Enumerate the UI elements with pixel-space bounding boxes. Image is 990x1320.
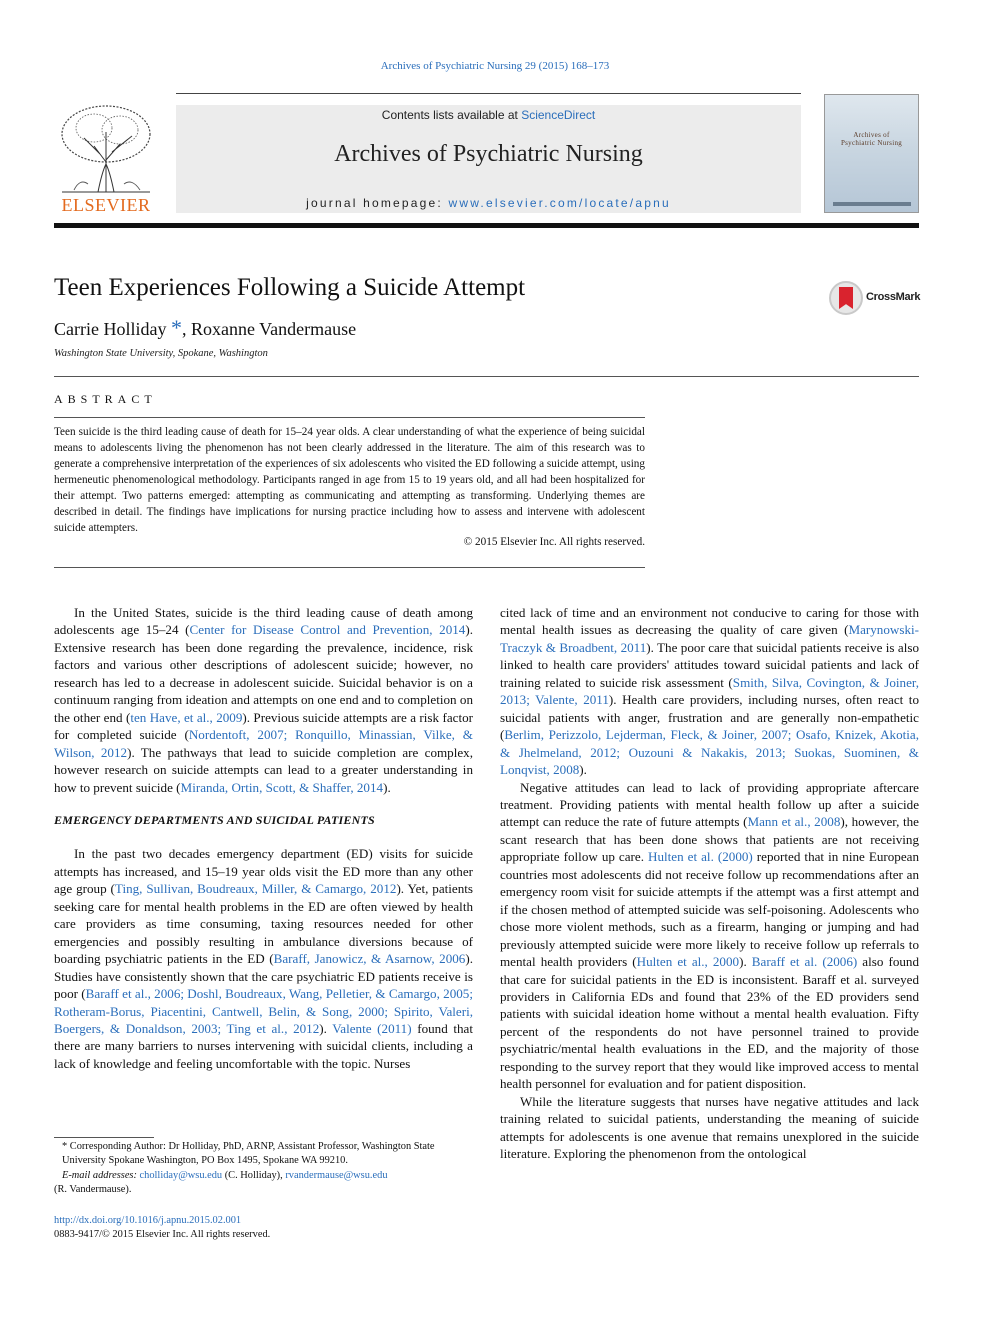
citation-link[interactable]: Baraff, Janowicz, & Asarnow, 2006 [273,951,466,967]
email-holliday-name: (C. Holliday), [222,1169,286,1181]
email-line [54,1169,479,1183]
homepage-prefix: journal homepage: [306,196,449,210]
body-text: ). Health care providers, including nurses, often react to suicidal patients with anger, frustration and are generally non-empathetic ( [500,692,919,743]
elsevier-tree-icon [54,102,158,194]
citation-link[interactable]: Miranda, Ortin, Scott, & Shaffer, 2014 [180,779,384,795]
journal-cover-thumbnail [824,94,919,213]
header-top-rule [176,93,801,94]
cover-title-line1: Archives of [853,131,890,139]
citation-link[interactable]: Smith, Silva, Covington, & Joiner, 2013; Valente, 2011 [500,674,920,708]
abstract-bottom-rule [54,567,645,568]
body-text: ). Yet, patients seeking care for mental health problems in the ED are often viewed by health care providers as time consuming, taxing resources needed for other emergencies and possibly resulting in ambulance diversions because of boarding psychiatric patients in the ED ( [54,881,473,967]
doi-link[interactable]: http://dx.doi.org/10.1016/j.apnu.2015.02.001 [54,1215,242,1226]
author-holliday: Carrie Holliday [54,319,171,339]
body-text: ). Extensive research has been done regarding the prevalence, incidence, risk factors and various other descriptions of adolescent suicide; however, no research has led to a decrease in adolescent suicide. Suicidal behavior is on a continuum ranging from ideation and attempts on one end and to completion on the other end ( [54,622,473,725]
body-text: found that there are many barriers to nurses intervening with suicidal clients, including a lack of knowledge and feeling uncomfortable with the topic. Nurses [54,1020,473,1071]
journal-citation-link[interactable]: Archives of Psychiatric Nursing 29 (2015) 168–173 [380,60,610,72]
abstract-heading: ABSTRACT [54,392,157,406]
body-text: In the past two decades emergency department (ED) visits for suicide attempts has increased, and 15–19 year olds visit the ED more than any other age group ( [54,846,473,897]
email-label: E-mail addresses: [62,1169,140,1181]
footnote [54,1140,479,1197]
citation-link[interactable]: Center for Disease Control and Prevention, 2014 [189,622,466,638]
email-vandermause-link[interactable]: rvandermause@wsu.edu [285,1169,388,1181]
citation-link[interactable]: Hulten et al. (2000) [648,849,753,865]
homepage-link[interactable]: www.elsevier.com/locate/apnu [448,196,671,210]
journal-homepage-line [176,196,801,210]
cover-title-line2: Psychiatric Nursing [840,139,903,147]
right-paragraph-1 [500,604,919,779]
right-paragraph-3 [500,1093,919,1163]
cover-strip [833,202,911,206]
citation-link[interactable]: Nordentoft, 2007; Ronquillo, Minassian, Vilke, & Wilson, 2012 [54,727,473,760]
footnote-rule [54,1137,154,1138]
elsevier-wordmark: ELSEVIER [61,195,151,215]
cover-title [825,131,918,147]
right-paragraph-2 [500,779,919,1093]
abstract-top-rule [54,376,919,377]
email-holliday-link[interactable]: cholliday@wsu.edu [139,1169,223,1181]
citation-link[interactable]: Ting, Sullivan, Boudreaux, Miller, & Camargo, 2012 [114,881,397,897]
email-vandermause-name: (R. Vandermause). [54,1183,132,1195]
citation-link[interactable]: Mann et al., 2008 [747,814,841,830]
citation-link[interactable]: Baraff et al., 2006; Doshl, Boudreaux, Wang, Pelletier, & Camargo, 2005; Rotheram-Borus, Piacentini, Cantwell, Belin, & Song, 2000; Spirito, Valeri, Boergers, & Donaldson, 2003; Ting et al., 2012 [54,986,473,1036]
body-text: ). [579,762,587,778]
journal-banner [176,105,801,213]
body-text: ). [739,954,752,970]
body-text: cited lack of time and an environment not conducive to caring for those with mental health issues as decreasing the quality of care given ( [500,605,919,638]
section-heading: EMERGENCY DEPARTMENTS AND SUICIDAL PATIENTS [54,812,375,827]
author-vandermause: , Roxanne Vandermause [181,319,357,339]
body-text: reported that in nine European countries most adolescents did not receive follow up recommendations after an emergency room visit for suicide attempts if the attempt was a first attempt and if the chosen method of attempted suicide was self-poisoning. Adolescents who chose more violent methods, such as a firearm, hanging or jumping and had previously attempted suicide were more likely to receive follow up referrals to mental health providers ( [500,849,919,970]
crossmark-button[interactable] [829,281,921,317]
abstract-inner-rule [54,417,645,418]
body-text: While the literature suggests that nurses have negative attitudes and lack training related to suicidal patients, understanding the meaning of suicide attempts for adolescents is one avenue that remains unexplored in the suicide literature. Exploring the phenomenon from the ontological [500,1093,919,1162]
citation-link[interactable]: Marynowski-Traczyk & Broadbent, 2011 [500,622,919,655]
body-text: In the United States, suicide is the third leading cause of death among adolescents age 15–24 ( [54,605,473,638]
contents-prefix: Contents lists available at [381,108,522,122]
corresponding-author-note: * Corresponding Author: Dr Holliday, PhD, ARNP, Assistant Professor, Washington State University Spokane Washington, PO Box 1495, Spokane WA 99210. [62,1141,435,1167]
body-text: ), however, the scant research that has been done shows that patients are not receiving appropriate follow up care. [500,814,919,865]
sciencedirect-link[interactable]: ScienceDirect [521,108,596,122]
citation-link[interactable]: Berlim, Perizzolo, Lejderman, Fleck, & Joiner, 2007; Osafo, Knizek, Akotia, & Jhelmeland, 2012; Ouzouni & Nakakis, 2013; Suokas, Suominen, & Lonqvist, 2008 [500,727,919,778]
body-text: ). The poor care that suicidal patients receive is also linked to health care providers' attitudes toward suicidal patients and lack of training related to suicide risk assessment ( [500,639,919,690]
abstract-text: Teen suicide is the third leading cause of death for 15–24 year olds. A clear understanding of what the experience of being suicidal means to adolescents living the phenomenon has not been clearly addressed in the literature. The aim of this research was to generate a comprehensive interpretation of the experiences of six adolescents who visited the ED following a suicide attempt, using hermeneutic phenomenological methodology. Participants ranged in age from 15 to 19 years old, and all had been hospitalized for their attempt. Two patterns emerged: attempting as communicating and attempting as transforming. Underlying themes are described in detail. The findings have implications for nursing practice including how to assess and intervene with adolescent suicide attempters. [54,426,645,534]
author-affiliation: Washington State University, Spokane, Washington [54,348,268,359]
body-text: ). The pathways that lead to suicide completion are complex, however research on suicide attempts can lead to a greater understanding in how to prevent suicide ( [54,744,473,795]
body-text: also found that care for suicidal patients in the ED is inconsistent. Baraff et al. surveyed providers in California EDs and found that 23% of the ED providers send patients with suicidal ideation home without a mental health evaluation. Fifty percent of the respondents do not have personnel trained to provide psychiatric/mental health evaluations in the ED, and the majority of those responding to the survey report that they would like improved access to mental health personnel for evaluation and for patient disposition. [500,954,920,1092]
journal-name: Archives of Psychiatric Nursing [334,141,643,167]
elsevier-logo [54,102,158,216]
body-text: ). [319,1020,333,1036]
article-title: Teen Experiences Following a Suicide Attempt [54,274,526,301]
left-column [54,604,473,1072]
header-thick-rule [54,223,919,228]
body-text: ). [383,779,391,795]
corresponding-author-link[interactable]: * [170,315,182,340]
body-text: ). Previous suicide attempts are a risk factor for completed suicide ( [54,709,473,743]
issn-copyright: 0883-9417/© 2015 Elsevier Inc. All rights reserved. [54,1229,271,1241]
author-list [54,315,356,341]
crossmark-label: CrossMark [866,291,921,303]
ed-paragraph [54,845,473,1072]
citation-link[interactable]: Hulten et al., 2000 [636,954,740,970]
citation-link[interactable]: ten Have, et al., 2009 [130,709,243,725]
abstract-copyright: © 2015 Elsevier Inc. All rights reserved. [463,536,645,548]
body-text: ). Studies have consistently shown that the care psychiatric ED patients receive is poor ( [54,951,473,1002]
right-column [500,604,919,1163]
citation-link[interactable]: Valente (2011) [332,1020,412,1036]
doi-block [54,1214,270,1243]
contents-available-line [176,108,801,122]
citation-link[interactable]: Baraff et al. (2006) [751,954,858,970]
intro-paragraph [54,604,473,796]
body-text: Negative attitudes can lead to lack of providing appropriate aftercare treatment. Providing patients with mental health follow up after a suicide attempt can reduce the rate of future attempts ( [500,779,919,830]
